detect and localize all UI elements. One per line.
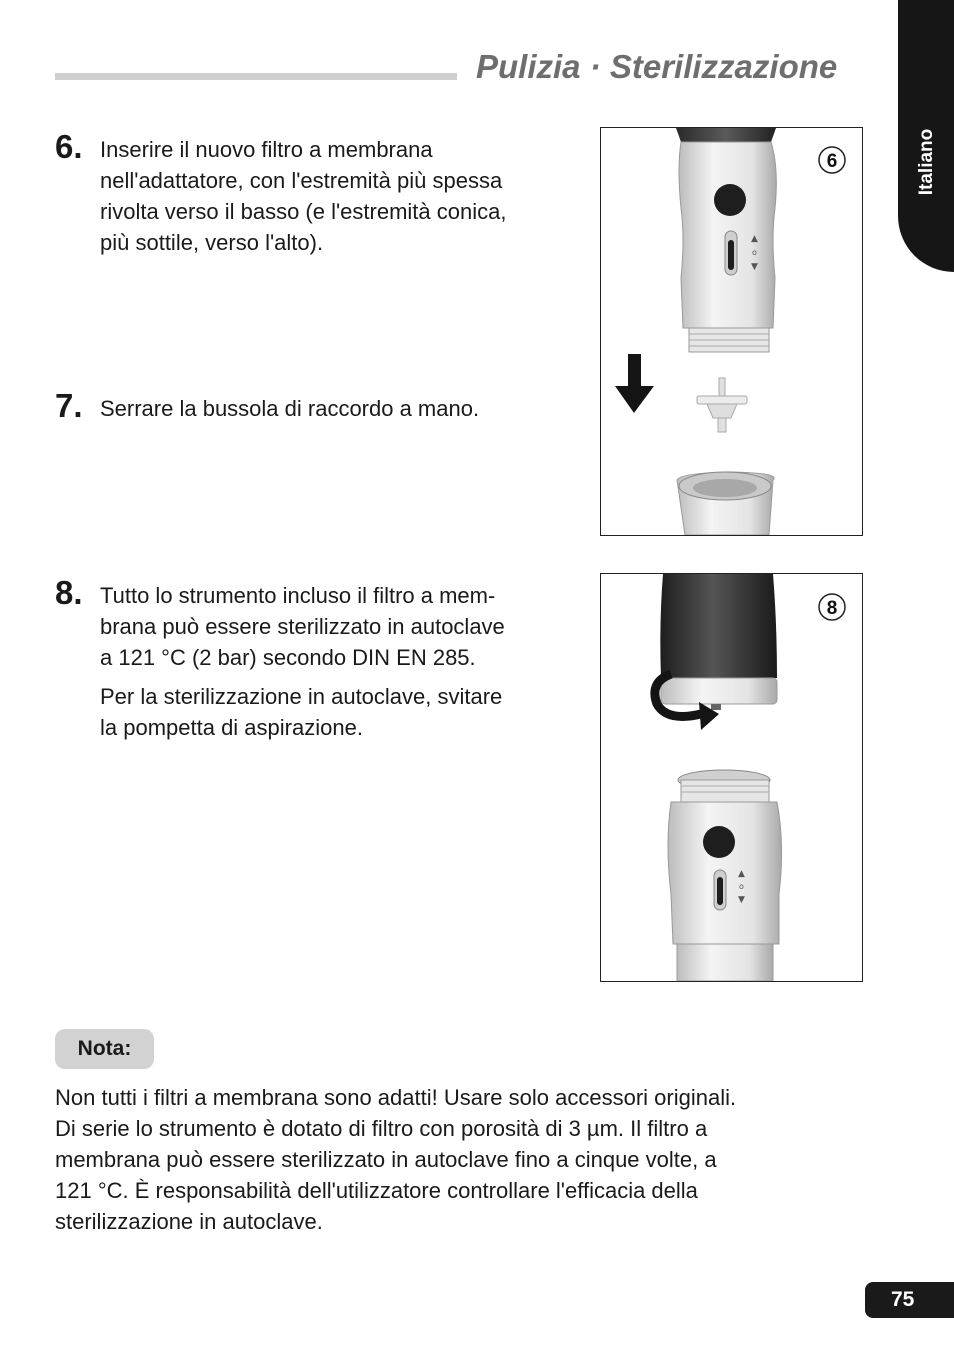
slider-knob bbox=[717, 877, 723, 905]
bulb-collar bbox=[661, 678, 777, 704]
figure-6-filter-insertion bbox=[600, 127, 863, 536]
note-text bbox=[55, 1082, 855, 1237]
text-line: nell'adattatore, con l'estremità più spessa bbox=[100, 168, 503, 193]
neutral-icon: o bbox=[752, 248, 757, 257]
text-line: Inserire il nuovo filtro a membrana bbox=[100, 137, 433, 162]
text-line: sterilizzazione in autoclave. bbox=[55, 1209, 323, 1234]
text-line: brana può essere sterilizzato in autoclave bbox=[100, 614, 505, 639]
figure-6-illustration bbox=[601, 128, 862, 535]
down-arrow-icon: ▼ bbox=[738, 895, 745, 905]
membrane-filter bbox=[697, 396, 747, 404]
filter-bottom-nozzle bbox=[718, 418, 726, 432]
text-line: rivolta verso il basso (e l'estremità conica, bbox=[100, 199, 507, 224]
text-line: Tutto lo strumento incluso il filtro a mem- bbox=[100, 583, 496, 608]
text-line: Di serie lo strumento è dotato di filtro con porosità di 3 µm. Il filtro a bbox=[55, 1116, 708, 1141]
text-line: Serrare la bussola di raccordo a mano. bbox=[100, 396, 480, 421]
step-8-number: 8. bbox=[55, 574, 83, 611]
pipette-thread bbox=[681, 780, 769, 802]
text-line: la pompetta di aspirazione. bbox=[100, 715, 363, 740]
page-number: 75 bbox=[865, 1282, 954, 1318]
page-title: Pulizia · Sterilizzazione bbox=[476, 48, 838, 85]
filter-top-nozzle bbox=[719, 378, 725, 396]
figure-label: 6 bbox=[826, 151, 838, 172]
arrow-down-icon bbox=[615, 354, 654, 413]
step-6-number: 6. bbox=[55, 128, 83, 165]
neutral-icon: o bbox=[739, 882, 744, 891]
language-tab-label: Italiano bbox=[916, 128, 937, 196]
figure-label: 8 bbox=[826, 598, 838, 619]
step-6-text bbox=[100, 134, 506, 258]
text-line: membrana può essere sterilizzato in autoclave fino a cinque volte, a bbox=[55, 1147, 717, 1172]
figure-8-illustration bbox=[601, 574, 862, 981]
text-line: 121 °C. È responsabilità dell'utilizzatore controllare l'efficacia della bbox=[55, 1178, 698, 1203]
text-line: Non tutti i filtri a membrana sono adatti! Usare solo accessori originali. bbox=[55, 1085, 737, 1110]
up-arrow-icon: ▲ bbox=[751, 234, 758, 244]
note-badge: Nota: bbox=[55, 1029, 154, 1069]
up-arrow-icon: ▲ bbox=[738, 869, 745, 879]
pipette-button bbox=[703, 826, 735, 858]
step-8-text bbox=[100, 580, 505, 743]
text-line: Per la sterilizzazione in autoclave, svitare bbox=[100, 684, 503, 709]
down-arrow-icon: ▼ bbox=[751, 262, 758, 272]
text-line: a 121 °C (2 bar) secondo DIN EN 285. bbox=[100, 645, 476, 670]
figure-8-unscrew-bulb bbox=[600, 573, 863, 982]
pipette-handle bbox=[676, 128, 776, 142]
text-line: più sottile, verso l'alto). bbox=[100, 230, 324, 255]
header-rule bbox=[55, 73, 457, 80]
aspiration-bulb bbox=[660, 574, 777, 678]
slider-knob bbox=[728, 240, 734, 270]
step-7-text bbox=[100, 393, 479, 424]
pipette-button bbox=[714, 184, 746, 216]
step-7-number: 7. bbox=[55, 387, 83, 424]
